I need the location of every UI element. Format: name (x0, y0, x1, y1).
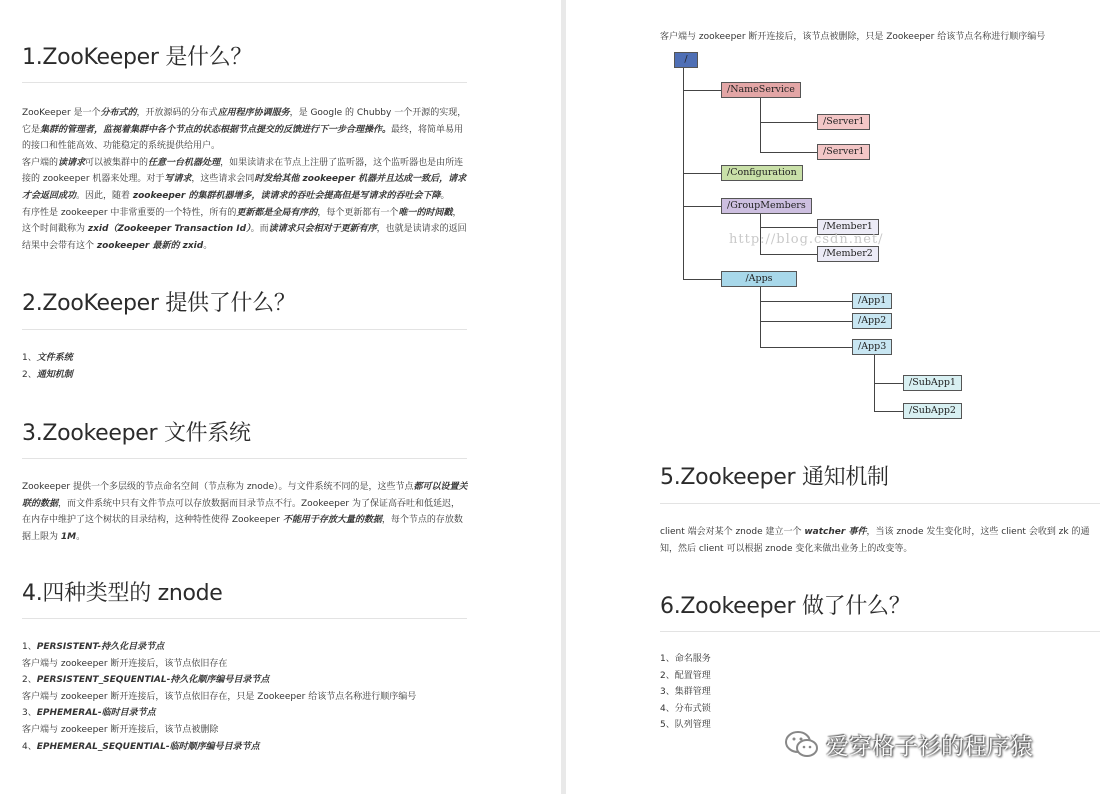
body-text: ，这个时间戳称为 (22, 207, 462, 235)
list-item-number: 2、 (22, 369, 37, 380)
body-text: 有序性是 zookeeper 中非常重要的一个特性，所有的 (22, 207, 237, 218)
tree-line (760, 227, 817, 228)
znode-root: / (674, 52, 698, 68)
tree-line (683, 68, 684, 280)
list-item-number: 1、 (22, 642, 37, 652)
znode-groupmembers: /GroupMembers (721, 198, 812, 214)
tree-line (760, 98, 761, 152)
body-text: ，如果读请求在节点上注册了监听器，这个监听器也是由所连接的 zookeeper 机器来处理。对于 (22, 157, 464, 185)
section5-body (660, 524, 1100, 557)
section6-divider (660, 631, 1100, 632)
section5-divider (660, 503, 1100, 504)
section2-list (22, 350, 468, 383)
list-item (22, 739, 468, 756)
section1-body (22, 105, 468, 254)
list-item (22, 367, 468, 384)
list-item-number: 4、 (660, 703, 675, 714)
section1-heading: 1.ZooKeeper 是什么？ (22, 45, 253, 70)
znode-server1-b: /Server1 (817, 144, 870, 160)
list-item-label: 文件系统 (36, 353, 73, 363)
section2-heading: 2.ZooKeeper 提供了什么？ (22, 291, 296, 316)
emphasis-text: watcher 事件 (804, 527, 867, 537)
list-item-label: 通知机制 (36, 369, 73, 380)
section4-heading: 4.四种类型的 znode (22, 581, 223, 606)
emphasis-text: 分布式的 (100, 108, 137, 118)
list-item (22, 639, 468, 656)
section1-divider (22, 82, 467, 83)
tree-line (760, 301, 852, 302)
body-text: ，当该 znode 发生变化时，这些 client 会收到 zk 的通知，然后 client 可以根据 znode 变化来做出业务上的改变等。 (660, 527, 1090, 554)
body-text: ZooKeeper 是一个 (22, 108, 101, 118)
body-text: 。因此，随着 (76, 190, 133, 201)
znode-nameservice: /NameService (721, 82, 801, 98)
section1-para1 (22, 105, 468, 155)
list-item-number: 2、 (22, 675, 37, 686)
emphasis-text: 读请求 (58, 157, 86, 168)
znode-app1: /App1 (852, 293, 892, 309)
emphasis-text: 集群的管理者，监视着集群中各个节点的状态根据节点提交的反馈进行下一步合理操作。 (40, 124, 392, 135)
body-text: ，开放源码的分布式 (136, 108, 218, 118)
list-item-label: EPHEMERAL-临时目录节点 (36, 708, 156, 719)
emphasis-text: 应用程序协调服务 (217, 108, 290, 118)
wechat-account-name: 爱穿格子衫的程序猿 (826, 734, 1033, 760)
body-text: ，这些请求会同 (191, 174, 255, 185)
body-text: client 端会对某个 znode 建立一个 (660, 527, 805, 537)
emphasis-text: zookeeper 最新的 zxid (96, 240, 204, 251)
tree-line (760, 321, 852, 322)
list-item-number: 4、 (22, 741, 37, 752)
tree-line (760, 122, 817, 123)
list-item-label: 配置管理 (674, 670, 711, 681)
znode-member1: /Member1 (817, 219, 879, 235)
body-text: ，每个节点的存放数据上限为 (22, 515, 463, 542)
list-item (660, 701, 960, 718)
body-text: Zookeeper 提供一个多层级的节点命名空间（节点称为 znode）。与文件系统不同的是，这些节点 (22, 482, 414, 492)
list-item (660, 668, 960, 685)
emphasis-text: 读请求只会相对于更新有序 (268, 224, 377, 235)
emphasis-text: 任意一台机器处理 (148, 157, 221, 168)
section3-divider (22, 458, 467, 459)
emphasis-text: 时发给其他 zookeeper 机器并且达成一致后，请求才会返回成功 (22, 174, 467, 201)
wechat-watermark (784, 728, 1033, 761)
body-text: 。而 (250, 224, 269, 235)
znode-member2: /Member2 (817, 246, 879, 262)
body-text: 最终，将简单易用的接口和性能高效、功能稳定的系统提供给用户。 (22, 124, 464, 152)
list-item (22, 672, 468, 689)
list-item-number: 3、 (660, 687, 675, 698)
top-continued-text: 客户端与 zookeeper 断开连接后，该节点被删除，只是 Zookeeper 给该节点名称进行顺序编号 (660, 32, 1046, 42)
list-item-label: PERSISTENT_SEQUENTIAL-持久化顺序编号目录节点 (36, 675, 270, 686)
body-text: 。 (203, 240, 213, 251)
emphasis-text: 1M (60, 531, 77, 542)
tree-line (874, 383, 903, 384)
right-page (566, 0, 1103, 794)
section4-divider (22, 618, 467, 619)
body-text: ，每个更新都有一个 (317, 207, 399, 218)
znode-tree-diagram (566, 0, 1103, 440)
wechat-icon (784, 730, 820, 760)
tree-line (683, 90, 721, 91)
section3-heading: 3.Zookeeper 文件系统 (22, 421, 251, 446)
znode-server1-a: /Server1 (817, 114, 870, 130)
znode-apps: /Apps (721, 271, 797, 287)
list-item-description: 客户端与 zookeeper 断开连接后，该节点依旧存在，只是 Zookeeper 给该节点名称进行顺序编号 (22, 691, 417, 702)
list-item-number: 1、 (22, 353, 37, 363)
body-text: 。 (76, 531, 86, 542)
emphasis-text: 不能用于存放大量的数据 (282, 515, 382, 526)
body-text: 客户端的 (22, 157, 59, 168)
list-item (660, 684, 960, 701)
znode-subapp1: /SubApp1 (903, 375, 962, 391)
emphasis-text: 都可以设置关联的数据 (22, 482, 468, 509)
body-text: ，而文件系统中只有文件节点可以存放数据而目录节点不行。Zookeeper 为了保证高吞吐和低延迟，在内存中维护了这个树状的目录结构，这种特性使得 Zookeeper (22, 498, 460, 526)
list-item (22, 705, 468, 722)
list-item-number: 5、 (660, 720, 675, 731)
section1-para2 (22, 155, 468, 205)
section3-body (22, 479, 468, 545)
tree-line (683, 206, 721, 207)
emphasis-text: zxid（Zookeeper Transaction Id） (87, 224, 251, 235)
list-item-label: EPHEMERAL_SEQUENTIAL-临时顺序编号目录节点 (36, 741, 260, 752)
section1-para3 (22, 205, 468, 255)
section3-para1 (22, 479, 468, 545)
csdn-watermark: http://blog.csdn.net/ (729, 232, 884, 247)
emphasis-text: zookeeper 的集群机器增多，读请求的吞吐会提高但是写请求的吞吐会下降 (132, 190, 441, 201)
emphasis-text: 唯一的时间戳 (398, 207, 453, 218)
tree-line (760, 287, 761, 348)
list-item-number: 3、 (22, 708, 37, 719)
section5-para1 (660, 524, 1100, 557)
znode-subapp2: /SubApp2 (903, 403, 962, 419)
body-text: ，是 Google 的 Chubby 一个开源的实现，它是 (22, 108, 467, 135)
tree-line (683, 173, 721, 174)
list-item-description: 客户端与 zookeeper 断开连接后，该节点依旧存在 (22, 658, 228, 669)
znode-app2: /App2 (852, 313, 892, 329)
emphasis-text: 写请求 (164, 174, 192, 185)
body-text: ，也就是读请求的返回结果中会带有这个 (22, 224, 467, 251)
tree-line (760, 254, 817, 255)
list-item-number: 1、 (660, 654, 675, 664)
tree-line (874, 411, 903, 412)
list-item (660, 651, 960, 668)
list-item-label: 队列管理 (674, 720, 711, 731)
body-text: 可以被集群中的 (85, 157, 149, 168)
list-item-description: 客户端与 zookeeper 断开连接后，该节点被删除 (22, 724, 219, 735)
tree-line (760, 347, 852, 348)
list-item-number: 2、 (660, 670, 675, 681)
tree-line (683, 279, 721, 280)
tree-line (760, 152, 817, 153)
list-item (22, 350, 468, 367)
section2-divider (22, 329, 467, 330)
list-item-label: 集群管理 (674, 687, 711, 698)
list-item-label: 分布式锁 (674, 703, 711, 714)
znode-app3: /App3 (852, 339, 892, 355)
znode-configuration: /Configuration (721, 165, 803, 181)
body-text: 。 (440, 190, 450, 201)
section4-list (22, 639, 468, 755)
section6-heading: 6.Zookeeper 做了什么？ (660, 594, 911, 619)
section6-list (660, 651, 960, 734)
list-item-label: 命名服务 (674, 654, 711, 664)
section5-heading: 5.Zookeeper 通知机制 (660, 465, 889, 490)
list-item-label: PERSISTENT-持久化目录节点 (36, 642, 165, 652)
emphasis-text: 更新都是全局有序的 (236, 207, 318, 218)
